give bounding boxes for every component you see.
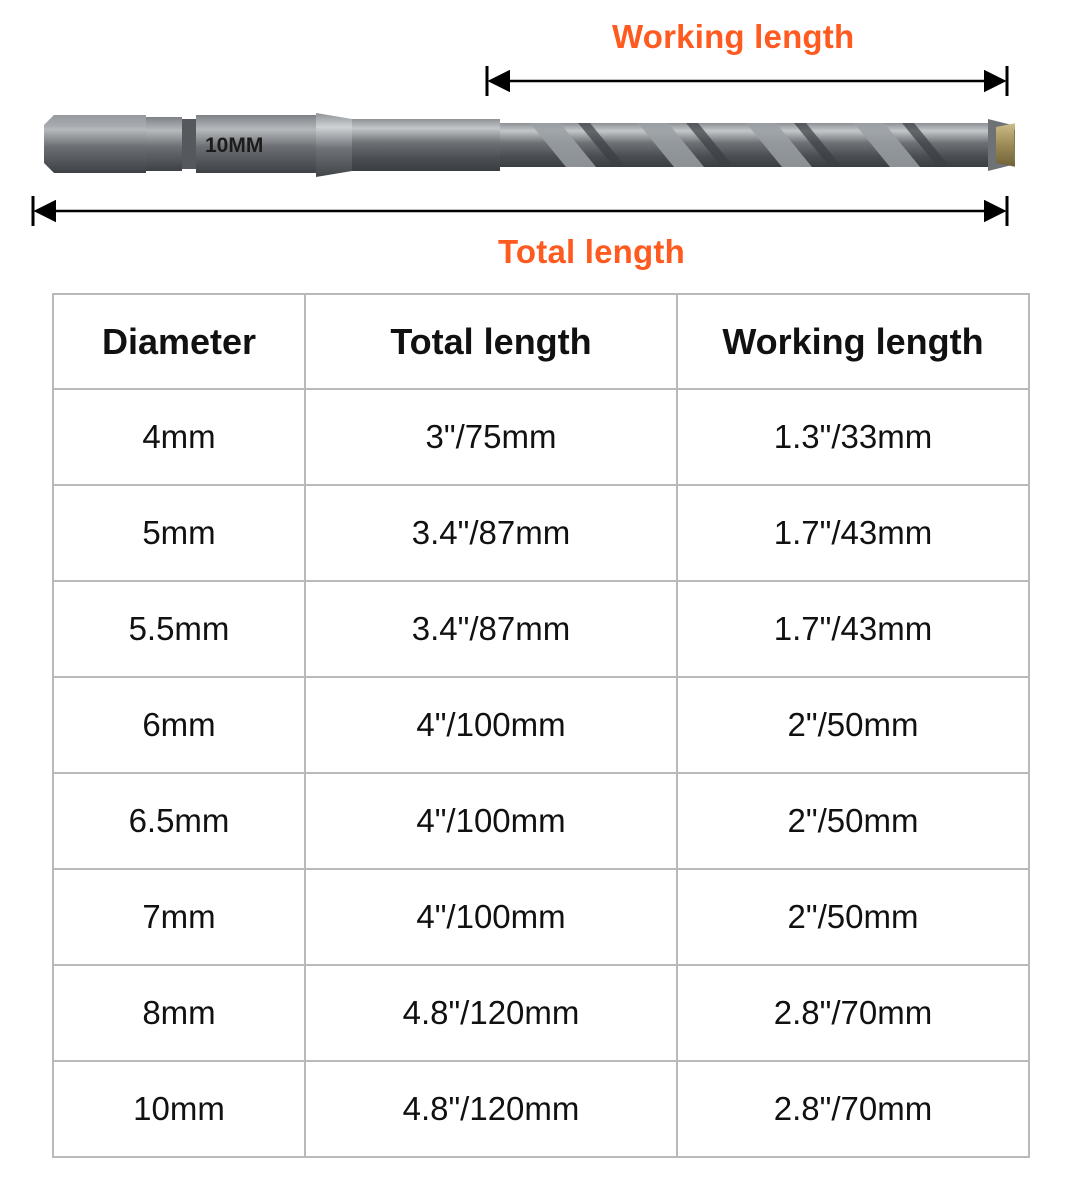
header-working-length: Working length: [677, 294, 1029, 389]
header-diameter: Diameter: [53, 294, 305, 389]
table-row: [53, 965, 1029, 1061]
cell-total-length: 4.8"/120mm: [305, 1061, 677, 1157]
cell-diameter: 7mm: [53, 869, 305, 965]
cell-total-length: 4"/100mm: [305, 869, 677, 965]
table-row: [53, 677, 1029, 773]
cell-total-length: 4"/100mm: [305, 677, 677, 773]
working-length-label: Working length: [612, 18, 855, 55]
cell-working-length: 1.3"/33mm: [677, 389, 1029, 485]
cell-total-length: 4"/100mm: [305, 773, 677, 869]
cell-total-length: 3.4"/87mm: [305, 485, 677, 581]
table-row: [53, 869, 1029, 965]
cell-total-length: 3"/75mm: [305, 389, 677, 485]
cell-diameter: 5mm: [53, 485, 305, 581]
drill-bit-diagram: [0, 0, 1080, 288]
spec-table-container: [52, 293, 1028, 1158]
spec-table: [52, 293, 1030, 1158]
cell-diameter: 5.5mm: [53, 581, 305, 677]
bit-marking-text: 10MM: [205, 134, 264, 157]
total-length-label: Total length: [498, 233, 685, 270]
cell-working-length: 2.8"/70mm: [677, 965, 1029, 1061]
cell-diameter: 6mm: [53, 677, 305, 773]
table-header-row: [53, 294, 1029, 389]
cell-working-length: 2"/50mm: [677, 869, 1029, 965]
table-row: [53, 1061, 1029, 1157]
cell-diameter: 6.5mm: [53, 773, 305, 869]
cell-working-length: 2.8"/70mm: [677, 1061, 1029, 1157]
cell-working-length: 1.7"/43mm: [677, 581, 1029, 677]
cell-diameter: 8mm: [53, 965, 305, 1061]
cell-working-length: 2"/50mm: [677, 773, 1029, 869]
cell-working-length: 1.7"/43mm: [677, 485, 1029, 581]
table-row: [53, 389, 1029, 485]
cell-diameter: 4mm: [53, 389, 305, 485]
cell-total-length: 4.8"/120mm: [305, 965, 677, 1061]
cell-working-length: 2"/50mm: [677, 677, 1029, 773]
table-row: [53, 485, 1029, 581]
table-row: [53, 581, 1029, 677]
cell-diameter: 10mm: [53, 1061, 305, 1157]
cell-total-length: 3.4"/87mm: [305, 581, 677, 677]
drill-bit-illustration: [30, 105, 1015, 190]
header-total-length: Total length: [305, 294, 677, 389]
table-row: [53, 773, 1029, 869]
